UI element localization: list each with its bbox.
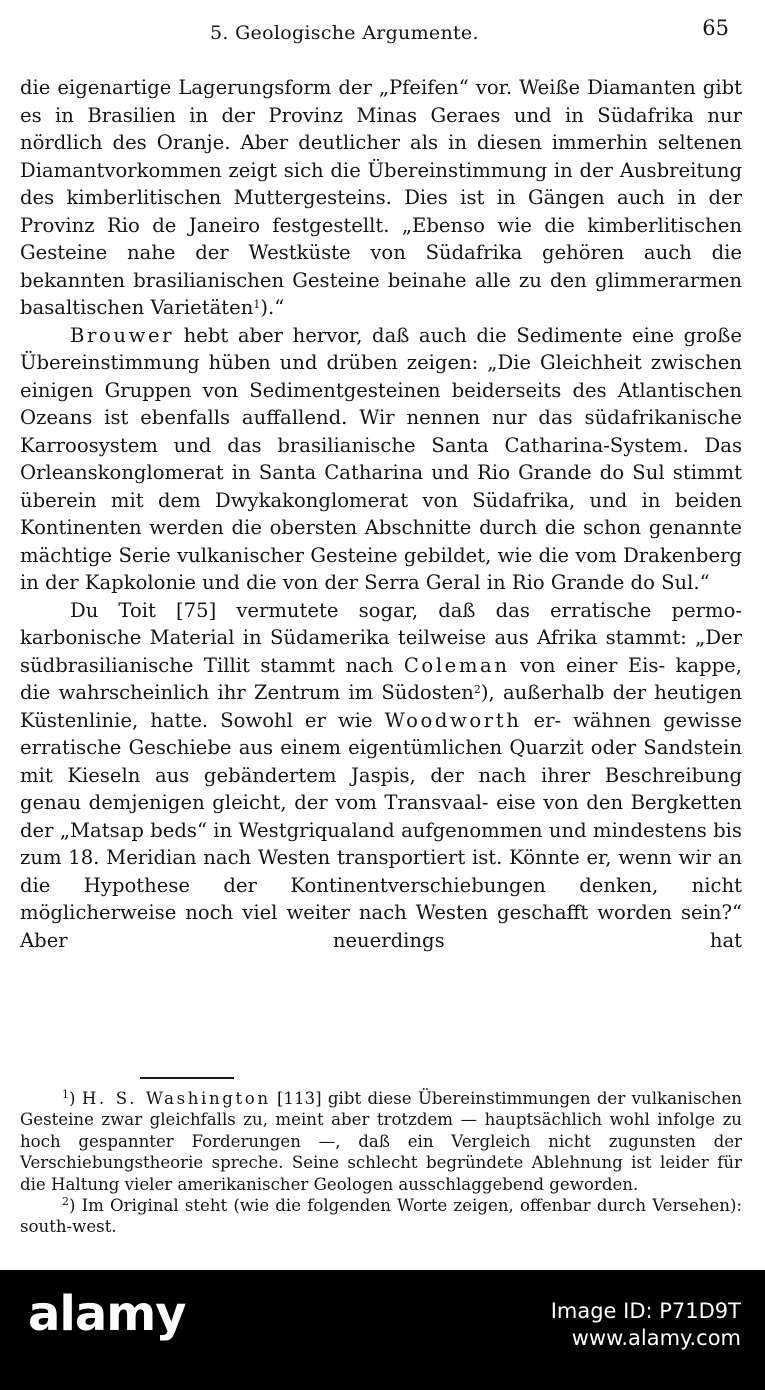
footnote-mark: 2 [62,1195,69,1209]
text-line: zu den glimmerarmen basaltischen Varietäten [20,268,743,319]
text-line: transportiert ist. Könnte er, wenn wir an die Hypothese der [20,846,742,897]
text-line: Orleanskonglomerat in Santa Catharina und Rio Grande do Sul [20,461,665,484]
text-line: seltenen Diamantvorkommen zeigt sich die Übereinstimmung in [20,131,742,182]
text-fragment: Im Original steht (wie die folgenden Worte zeigen, offenbar durch [81,1196,647,1216]
paragraph-3 [20,597,742,955]
text-fragment: der heutigen Küstenlinie, hatte. Sowohl er wie [20,681,743,732]
text-line: einigen Gruppen von Sedimentgesteinen beiderseits des Atlantischen [20,378,742,402]
running-head [0,14,765,50]
text-fragment: [113] gibt diese Übereinstimmungen der [270,1089,626,1108]
text-line: wie die kimberlitischen Gesteine nahe der Westküste von Südafrika [20,213,742,264]
text-fragment: hebt aber hervor, daß auch die Sedimente eine große [174,323,742,347]
text-line: Du Toit [75] vermutete sogar, daß das erratische permo- [70,598,742,622]
footnote-ref-2: 2 [473,683,481,696]
body-text [20,74,742,954]
text-line: vulkanischen Gesteine zwar gleichfalls zu, meint aber trotzdem — [20,1089,742,1130]
text-line: Ozeans ist ebenfalls auffallend. Wir nennen nur das südafrikanische [20,406,742,429]
author-name-brouwer: Brouwer [70,323,175,347]
text-line: amerikanischer Geologen ausschlaggebend geworden. [177,1174,639,1194]
text-line: Quarzit oder Sandstein mit Kieseln aus gebändertem Jaspis, der [20,736,742,787]
text-line: schlecht begründete Ablehnung ist leider für die Haltung vieler [20,1153,742,1194]
text-line: Kontinentverschiebungen denken, nicht möglicherweise noch viel [20,873,743,924]
watermark-band [0,1270,765,1390]
text-line: vom Drakenberg in der Kapkolonie und die von der Serra Geral [20,543,742,594]
image-id-label: Image ID: P71D9T [550,1299,741,1323]
footnote-divider [140,1077,234,1079]
text-line: in Rio Grande do Sul.“ [486,571,710,594]
chapter-heading: 5. Geologische Argumente. [210,22,479,44]
page-number: 65 [702,16,729,40]
text-line: Versehen): south-west. [20,1196,743,1237]
footnotes [20,1088,742,1238]
text-fragment: ), außerhalb [480,681,605,704]
footnote-mark-suffix: ) [69,1196,82,1216]
text-line: eise von den Bergketten der „Matsap beds“ in Westgriqualand [20,791,742,842]
text-line: wähnen gewisse erratische Geschiebe aus einem eigentümlichen [20,708,743,759]
footnote-2 [20,1195,742,1238]
text-line: beiden Kontinenten werden die obersten Abschnitte durch die schon [20,488,742,539]
text-line: stimmt überein mit dem Dwykakonglomerat von Südafrika, und in [20,461,742,512]
text-fragment: ).“ [260,296,285,319]
text-fragment: „Der südbrasilianische Tillit stammt nach [20,626,742,677]
footnote-mark-suffix: ) [69,1089,82,1108]
text-line: gehören auch die bekannten brasilianischen Gesteine beinahe alle [20,241,742,292]
text-line: nach ihrer Beschreibung genau demjenigen gleicht, der vom Transvaal- [20,763,742,814]
text-line: die eigenartige Lagerungsform der „Pfeifen“ vor. Weiße Diamanten [20,76,696,99]
text-line: karbonische Material in Südamerika teilweise aus Afrika stammt: [20,626,687,649]
watermark-url: www.alamy.com [571,1326,741,1350]
text-line: nur nördlich des Oranje. Aber deutlicher als in diesen immerhin [20,103,743,154]
footnote-ref-1: 1 [253,298,261,311]
text-line: aufgenommen und mindestens bis zum 18. Meridian nach Westen [20,818,742,869]
text-line: hauptsächlich wohl infolge zu hoch gespannter Forderungen —, daß [20,1110,742,1151]
text-line: genannte mächtige Serie vulkanischer Gesteine gebildet, wie die [20,516,742,567]
watermark-info [551,1298,741,1352]
author-name-washington: H. S. Washington [81,1089,271,1108]
text-line: Gängen auch in der Provinz Rio de Janeiro festgestellt. „Ebenso [20,186,742,237]
text-line: Karroosystem und das brasilianische Santa Catharina-System. Das [20,433,742,457]
text-line: gibt es in Brasilien in der Provinz Minas Geraes und in Südafrika [20,76,743,127]
author-name-coleman: Coleman [403,653,510,677]
text-line: weiter nach Westen geschafft worden sein?“ Aber neuerdings hat [20,901,742,952]
footnote-mark: 1 [62,1088,69,1101]
footnote-1 [20,1088,742,1195]
text-fragment: kappe, die wahrscheinlich ihr Zentrum im Südosten [20,653,743,704]
paragraph-1 [20,74,742,322]
alamy-logo: alamy [28,1286,186,1342]
text-fragment: er- [521,708,562,732]
text-line: der Ausbreitung des kimberlitischen Muttergesteins. Dies ist in [20,158,742,209]
text-line: Übereinstimmung hüben und drüben zeigen: „Die Gleichheit zwischen [20,351,742,374]
text-fragment: von einer Eis- [509,653,666,677]
author-name-woodworth: Woodworth [384,708,522,732]
text-line: ein Vergleich nicht zugunsten der Verschiebungstheorie spreche. Seine [20,1131,742,1173]
paragraph-2 [20,322,742,597]
